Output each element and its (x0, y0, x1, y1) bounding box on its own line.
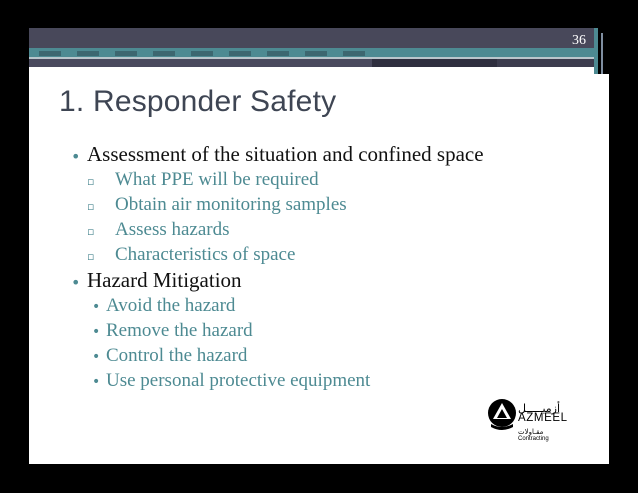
bullet-dot-icon: • (92, 374, 101, 390)
bullet-dot-icon: • (71, 273, 81, 292)
bullet-item (92, 320, 253, 342)
bullet-text: Characteristics of space (115, 244, 296, 265)
bullet-text: Hazard Mitigation (87, 268, 242, 292)
bullet-text: Obtain air monitoring samples (115, 194, 347, 215)
bullet-text: Assess hazards (115, 219, 230, 240)
bullet-text: Remove the hazard (106, 320, 253, 341)
logo-arabic-name: أزميـــــل (518, 402, 561, 415)
bullet-dot-icon: • (92, 349, 101, 365)
header-tab-left (372, 59, 497, 67)
bullet-text: What PPE will be required (115, 169, 319, 190)
logo-name: AZMEEL (518, 412, 568, 424)
bullet-text: Avoid the hazard (106, 295, 236, 316)
slide (29, 28, 609, 464)
bullet-dot-icon: • (92, 324, 101, 340)
header-dash-pattern (39, 51, 369, 56)
bullet-item (87, 169, 319, 191)
slide-title: 1. Responder Safety (59, 85, 337, 118)
logo-arabic-subtitle: مقـاولات (518, 428, 544, 436)
bullet-square-icon: ▫ (87, 175, 95, 188)
bullet-item (92, 295, 236, 317)
bullet-text: Use personal protective equipment (106, 370, 371, 391)
bullet-dot-icon: • (92, 299, 101, 315)
bullet-item (92, 345, 248, 367)
logo-subtitle: Contracting (518, 436, 549, 442)
header-vertical-dark (598, 28, 609, 74)
bullet-item (71, 268, 242, 293)
header-vertical-line (601, 33, 603, 74)
slide-number: 36 (572, 33, 586, 48)
bullet-text: Assessment of the situation and confined space (87, 142, 484, 166)
bullet-item (87, 244, 296, 266)
bullet-text: Control the hazard (106, 345, 248, 366)
bullet-item (71, 142, 484, 167)
bullet-square-icon: ▫ (87, 225, 95, 238)
bullet-item (92, 370, 371, 392)
bullet-square-icon: ▫ (87, 250, 95, 263)
header-tab-right (497, 59, 594, 67)
header-bottom-gap (29, 67, 609, 74)
bullet-item (87, 219, 230, 241)
bullet-item (87, 194, 347, 216)
bullet-dot-icon: • (71, 147, 81, 166)
bullet-square-icon: ▫ (87, 200, 95, 213)
